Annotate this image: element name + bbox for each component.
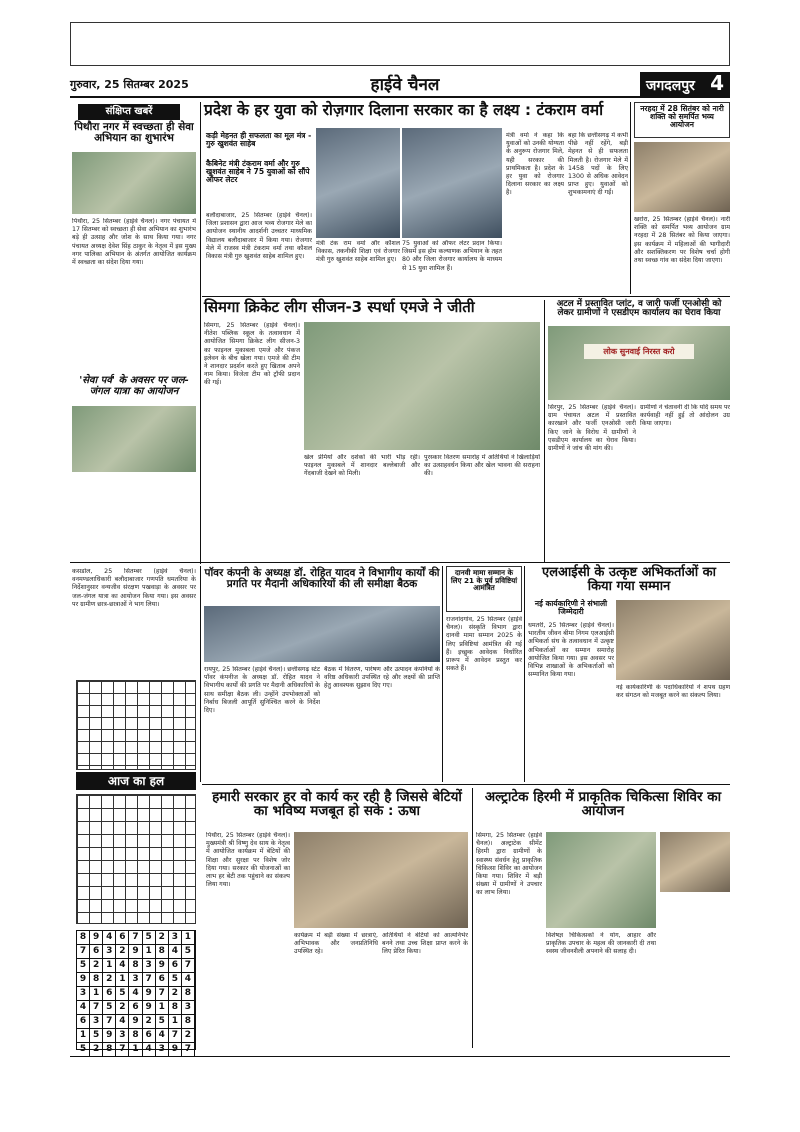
tribal-body: राजनांदगांव, 25 सितम्बर (हाईवे चैनल)। संस्कृति विभाग द्वारा दानवी मामा सम्मान 2025 के लिए प्रविष्टियां आमंत्रित की गई हैं। इच्छुक आवेदक निर्धारित प्रारूप में आवेदन प्रस्तुत कर सकते हैं।: [446, 616, 522, 673]
sudoku-cell: 8: [156, 945, 169, 959]
lead-body-3: बहा कि छत्तीसगढ़ में कभी पीछे नहीं रहेंगे, बड़ी मेहनत से ही सफलता मिलती है। रोजगार मेले में 1458 पदों के लिए 1300 से अधिक आवेदन प्राप्त हुए। युवाओं को शुभकामनाएं दी गईं।: [568, 132, 628, 197]
daughters-body-2: कार्यक्रम में बड़ी संख्या में छात्राएं, अभिभावक और जनप्रतिनिधि उपस्थित रहे।: [294, 932, 378, 956]
powercorp-body-2: बैठक में वितरण, पारेषण और उत्पादन कंपनियों के वरिष्ठ अधिकारी उपस्थित रहे और लक्ष्यों की प्राप्ति हेतु आवश्यक सुझाव दिए गए।: [324, 666, 440, 690]
sudoku-cell: 8: [103, 1043, 116, 1057]
sudoku-cell: 6: [169, 959, 182, 973]
sudoku-cell: 3: [169, 931, 182, 945]
sudoku-cell: 4: [129, 987, 142, 1001]
lead-headline: प्रदेश के हर युवा को रोज़गार दिलाना सरकार का है लक्ष्य : टंकराम वर्मा: [204, 101, 604, 119]
sudoku-cell: 3: [77, 987, 90, 1001]
lead-caption-1: मंत्री टंक राम वर्मा और कौशल विकास, तकनीकी शिक्षा एवं रोजगार मंत्री गुरु खुशवंत साहेब शामिल हुए।: [316, 240, 400, 264]
sudoku-cell: 8: [90, 973, 103, 987]
powercorp-headline: पॉवर कंपनी के अध्यक्ष डॉ. रोहित यादव ने विभागीय कार्यों की प्रगति पर मैदानी अधिकारियों की ली समीक्षा बैठक: [204, 567, 440, 591]
sudoku-cell: 4: [103, 931, 116, 945]
sudoku-cell: 2: [116, 1001, 129, 1015]
sudoku-cell: 8: [129, 959, 142, 973]
sudoku-cell: 1: [143, 945, 156, 959]
brief-photo: [72, 152, 196, 214]
daughters-body-3: अतिथियों ने बेटियों को आत्मनिर्भर बनने तथा उच्च शिक्षा प्राप्त करने के लिए प्रेरित किया।: [382, 932, 468, 956]
lic-headline: एलआईसी के उत्कृष्ट अभिकर्ताओं का किया गया सम्मान: [542, 565, 716, 594]
cricket-body-3: पुरस्कार वितरण समारोह में अतिथियों ने खिलाड़ियों का उत्साहवर्धन किया और खेल भावना की सराहना की।: [424, 454, 540, 478]
sudoku-cell: 9: [156, 959, 169, 973]
sudoku-cell: 4: [156, 1029, 169, 1043]
sudoku-cell: 6: [143, 1029, 156, 1043]
crossword-grid: [76, 680, 196, 770]
sudoku-cell: 8: [182, 1015, 195, 1029]
clinic-headline: अल्ट्राटेक हिरमी में प्राकृतिक चिकित्सा शिविर का आयोजन: [484, 789, 722, 820]
sudoku-cell: 5: [77, 959, 90, 973]
sudoku-cell: 9: [77, 973, 90, 987]
sudoku-cell: 8: [129, 1029, 142, 1043]
clinic-body: सिमगा, 25 सितम्बर (हाईवे चैनल)। अल्ट्राटेक सीमेंट हिरमी द्वारा ग्रामीणों के स्वास्थ्य संवर्धन हेतु प्राकृतिक चिकित्सा शिविर का आयोजन किया गया। शिविर में बड़ी संख्या में ग्रामीणों ने उपचार का लाभ लिया।: [476, 832, 542, 897]
sudoku-cell: 9: [143, 1001, 156, 1015]
top-ad-box: [70, 22, 730, 66]
sudoku-cell: 7: [182, 959, 195, 973]
masthead-paper-name: हाईवे चैनल: [370, 75, 440, 95]
lead-caption-2: 75 युवाओं को ऑफर लेटर प्रदान किया। जिसमें इस होम कल्याणक अभियान के तहत 80 और जिला रोजगार कार्यालय के माध्यम से 15 युवा शामिल हैं।: [402, 240, 502, 272]
sudoku-cell: 4: [169, 945, 182, 959]
brief-body: पिथौरा, 25 सितम्बर (हाईवे चैनल)। नगर पंचायत में 17 सितम्बर को स्वच्छता ही सेवा अभियान का शुभारंभ बड़े ही उत्साह और जोश के साथ किया गया। नगर पंचायत अध्यक्ष देवेश सिंह ठाकुर के नेतृत्व में इस मुख्य नगर पालिका अभियान के अंतर्गत आयोजित कार्यक्रम में स्वच्छता का संदेश दिया गया।: [72, 218, 196, 267]
women-body: खरोरा, 25 सितम्बर (हाईवे चैनल)। नारी शक्ति को समर्पित भव्य आयोजन ग्राम नरहदा में 28 सितंबर को किया जाएगा। इस कार्यक्रम में महिलाओं की भागीदारी और सशक्तिकरण पर विशेष चर्चा होगी तथा स्वच्छ गांव का संदेश दिया जाएगा।: [634, 216, 730, 265]
sudoku-cell: 1: [169, 1015, 182, 1029]
sudoku-cell: 2: [90, 1043, 103, 1057]
sudoku-cell: 3: [116, 1029, 129, 1043]
city-name: जगदलपुर: [646, 78, 695, 94]
sudoku-cell: 1: [90, 987, 103, 1001]
women-headline: नरहदा में 28 सितंबर को नारी शक्ति को समर्पित भव्य आयोजन: [640, 104, 724, 129]
lead-body-2: मंत्री वर्मा ने कहा कि युवाओं को उनकी योग्यता के अनुरूप रोजगार मिले, यही सरकार की प्राथमिकता है। प्रदेश के हर युवा को रोजगार दिलाना सरकार का लक्ष्य है।: [506, 132, 564, 197]
sudoku-cell: 9: [90, 931, 103, 945]
sudoku-cell: 9: [129, 945, 142, 959]
sudoku-grid: [76, 930, 196, 1054]
sudoku-cell: 2: [169, 987, 182, 1001]
daughters-photo: [294, 832, 468, 928]
sudoku-cell: 5: [116, 987, 129, 1001]
tribal-headline-box: [446, 566, 522, 612]
sudoku-cell: 7: [77, 945, 90, 959]
sudoku-cell: 7: [129, 931, 142, 945]
sudoku-cell: 8: [77, 931, 90, 945]
masthead-date: गुरुवार, 25 सितम्बर 2025: [70, 78, 189, 91]
sudoku-cell: 9: [143, 987, 156, 1001]
lead-body: बलौदाबाजार, 25 सितम्बर (हाईवे चैनल)। जिला प्रशासन द्वारा आज भव्य रोजगार मेले का आयोजन स्थानीय आदर्शनी उच्चतर माध्यमिक विद्यालय बलौदाबाजार में किया गया। रोजगार मेले में राजस्व मंत्री टंकराम वर्मा तथा कौशल विकास मंत्री गुरु खुशवंत साहेब शामिल हुए।: [206, 212, 312, 261]
sudoku-cell: 6: [77, 1015, 90, 1029]
sudoku-cell: 5: [169, 973, 182, 987]
lic-body: धमतरी, 25 सितम्बर (हाईवे चैनल)। भारतीय जीवन बीमा निगम एलआईसी अभिकर्ता संघ के तत्वावधान में उत्कृष्ट अभिकर्ताओं का सम्मान समारोह आयोजित किया गया। इस अवसर पर विभिन्न शाखाओं के अभिकर्ताओं को सम्मानित किया गया।: [528, 622, 614, 679]
sudoku-cell: 9: [129, 1015, 142, 1029]
brief-headline: पिथौरा नगर में स्वच्छता ही सेवा अभियान का शुभारंभ: [74, 121, 194, 145]
sudoku-cell: 5: [77, 1043, 90, 1057]
lead-sidehead-1: कड़ी मेहनत ही सफलता का मूल मंत्र - गुरु खुशवंत साहेब: [206, 131, 312, 148]
protest-photo: [548, 326, 730, 400]
cricket-body-2: खेल प्रेमियों और दर्शकों की भारी भीड़ रही। फाइनल मुकाबले में शानदार बल्लेबाजी और गेंदबाजी देखने को मिली।: [304, 454, 420, 478]
sudoku-cell: 3: [129, 973, 142, 987]
cricket-headline: सिमगा क्रिकेट लीग सीजन-3 स्पर्धा एमजे ने जीती: [204, 298, 475, 316]
sudoku-cell: 4: [143, 1043, 156, 1057]
sudoku-cell: 7: [156, 987, 169, 1001]
sudoku-cell: 2: [90, 959, 103, 973]
sudoku-cell: 6: [90, 945, 103, 959]
cricket-body: सिमगा, 25 सितम्बर (हाईवे चैनल)। नीतेश पब्लिक स्कूल के तत्वावधान में आयोजित सिमगा क्रिकेट लीग सीजन-3 का फाइनल मुकाबला एमजे और पंकज इलेवन के बीच खेला गया। एमजे की टीम ने शानदार प्रदर्शन करते हुए खिताब अपने नाम किया। विजेता टीम को ट्रॉफी प्रदान की गई।: [204, 322, 300, 387]
sudoku-cell: 1: [129, 1043, 142, 1057]
sudoku-cell: 8: [169, 1001, 182, 1015]
powercorp-photo: [204, 606, 440, 662]
sudoku-cell: 5: [156, 1015, 169, 1029]
sudoku-cell: 4: [116, 959, 129, 973]
daughters-body: पिथौरा, 25 सितम्बर (हाईवे चैनल)। मुख्यमंत्री श्री विष्णु देव साय के नेतृत्व में आयोजित कार्यक्रम में बेटियों की शिक्षा और सुरक्षा पर विशेष जोर दिया गया। सरकार की योजनाओं का लाभ हर बेटी तक पहुंचाने का संकल्प लिया गया।: [206, 832, 290, 889]
sudoku-cell: 9: [103, 1029, 116, 1043]
brief-label: संक्षिप्त खबरें: [78, 104, 180, 120]
sudoku-cell: 3: [156, 1043, 169, 1057]
sudoku-cell: 5: [90, 1029, 103, 1043]
sudoku-cell: 6: [103, 987, 116, 1001]
sudoku-cell: 7: [116, 1043, 129, 1057]
clinic-photo-2: [660, 832, 730, 892]
sudoku-cell: 7: [103, 1015, 116, 1029]
sudoku-cell: 5: [103, 1001, 116, 1015]
lic-photo: [616, 600, 730, 680]
forest-photo: [72, 406, 196, 472]
sudoku-cell: 7: [143, 973, 156, 987]
answer-grid: [76, 794, 196, 924]
lic-subheadline: नई कार्यकारिणी ने संभाली जिम्मेदारी: [534, 599, 608, 616]
sudoku-cell: 4: [77, 1001, 90, 1015]
cricket-photo: [304, 322, 540, 450]
page-number: 4: [710, 71, 724, 95]
clinic-photo: [546, 832, 656, 928]
masthead: [70, 72, 730, 96]
sudoku-cell: 1: [77, 1029, 90, 1043]
women-headline-box: [634, 102, 730, 138]
sudoku-cell: 3: [103, 945, 116, 959]
sudoku-cell: 9: [169, 1043, 182, 1057]
sudoku-cell: 8: [182, 987, 195, 1001]
protest-headline: अटल में प्रस्तावित प्लांट, व जारी फर्जी एनओसी को लेकर ग्रामीणों ने एसडीएम कार्यालय का घेराव किया: [556, 299, 722, 319]
sudoku-cell: 7: [169, 1029, 182, 1043]
puzzle-label: आज का हल: [76, 772, 196, 790]
sudoku-cell: 6: [129, 1001, 142, 1015]
lead-photo-2: [402, 128, 502, 238]
sudoku-cell: 2: [116, 945, 129, 959]
sudoku-cell: 2: [143, 1015, 156, 1029]
lic-body-2: नई कार्यकारिणी के पदाधिकारियों ने शपथ ग्रहण कर संगठन को मजबूत करने का संकल्प लिया।: [616, 684, 730, 700]
sudoku-cell: 4: [182, 973, 195, 987]
sudoku-cell: 5: [143, 931, 156, 945]
sudoku-cell: 1: [156, 1001, 169, 1015]
protest-body: सिरपुर, 25 सितम्बर (हाईवे चैनल)। ग्राम पंचायत अटल में प्रस्तावित कारखाने और फर्जी एनओसी जारी किए जाने के विरोध में ग्रामीणों ने एसडीएम कार्यालय का घेराव किया। ग्रामीणों ने जांच की मांग की।: [548, 404, 636, 453]
sudoku-cell: 7: [182, 1043, 195, 1057]
sudoku-cell: 6: [116, 931, 129, 945]
daughters-headline: हमारी सरकार हर वो कार्य कर रही है जिससे बेटियों का भविष्य मजबूत हो सके : ऊषा: [212, 789, 462, 820]
sudoku-cell: 3: [90, 1015, 103, 1029]
sudoku-cell: 4: [116, 1015, 129, 1029]
lead-photo-1: [316, 128, 400, 238]
protest-body-2: ग्रामीणों ने चेतावनी दी कि यदि समय पर कार्यवाही नहीं हुई तो आंदोलन उग्र किया जाएगा।: [640, 404, 730, 428]
sudoku-cell: 2: [156, 931, 169, 945]
clinic-body-2: विशेषज्ञ चिकित्सकों ने योग, आहार और प्राकृतिक उपचार के महत्व की जानकारी दी तथा स्वस्थ जीवनशैली अपनाने की सलाह दी।: [546, 932, 656, 956]
sudoku-cell: 1: [182, 931, 195, 945]
protest-banner: लोक सुनवाई निरस्त करो: [584, 344, 694, 359]
tribal-headline: दानवी मामा सम्मान के लिए 21 के पूर्व प्रविष्टियां आमंत्रित: [450, 568, 518, 593]
sudoku-cell: 2: [182, 1029, 195, 1043]
sudoku-cell: 5: [182, 945, 195, 959]
sudoku-cell: 1: [103, 959, 116, 973]
sudoku-cell: 1: [116, 973, 129, 987]
lead-sidehead-2: कैबिनेट मंत्री टंकराम वर्मा और गुरु खुशवंत साहेब ने 75 युवाओं को सौंपे ऑफर लेटर: [206, 159, 310, 184]
sudoku-cell: 7: [90, 1001, 103, 1015]
sudoku-cell: 2: [103, 973, 116, 987]
powercorp-body: रायपुर, 25 सितम्बर (हाईवे चैनल)। छत्तीसगढ़ स्टेट पॉवर कंपनीज के अध्यक्ष डॉ. रोहित यादव ने विभागीय कार्यों की प्रगति पर मैदानी अधिकारियों के साथ समीक्षा बैठक ली। उन्होंने उपभोक्ताओं को निर्बाध बिजली आपूर्ति सुनिश्चित करने के निर्देश दिए।: [204, 666, 320, 715]
women-photo: [634, 142, 730, 212]
brief-subheadline: 'सेवा पर्व' के अवसर पर जल-जंगल यात्रा का आयोजन: [79, 375, 189, 397]
sudoku-cell: 6: [156, 973, 169, 987]
forest-body: कसडोल, 25 सितम्बर (हाईवे चैनल)। वनमण्डलाधिकारी बलौदाबाजार गणपति धमतरिया के निर्देशानुसार वन्यजीव संरक्षण पखवाड़ा के अवसर पर जल-जंगल यात्रा का आयोजन किया गया। इस अवसर पर ग्रामीण छात्र-छात्राओं ने भाग लिया।: [72, 568, 196, 608]
sudoku-cell: 3: [143, 959, 156, 973]
masthead-city: [640, 72, 730, 96]
sudoku-cell: 3: [182, 1001, 195, 1015]
